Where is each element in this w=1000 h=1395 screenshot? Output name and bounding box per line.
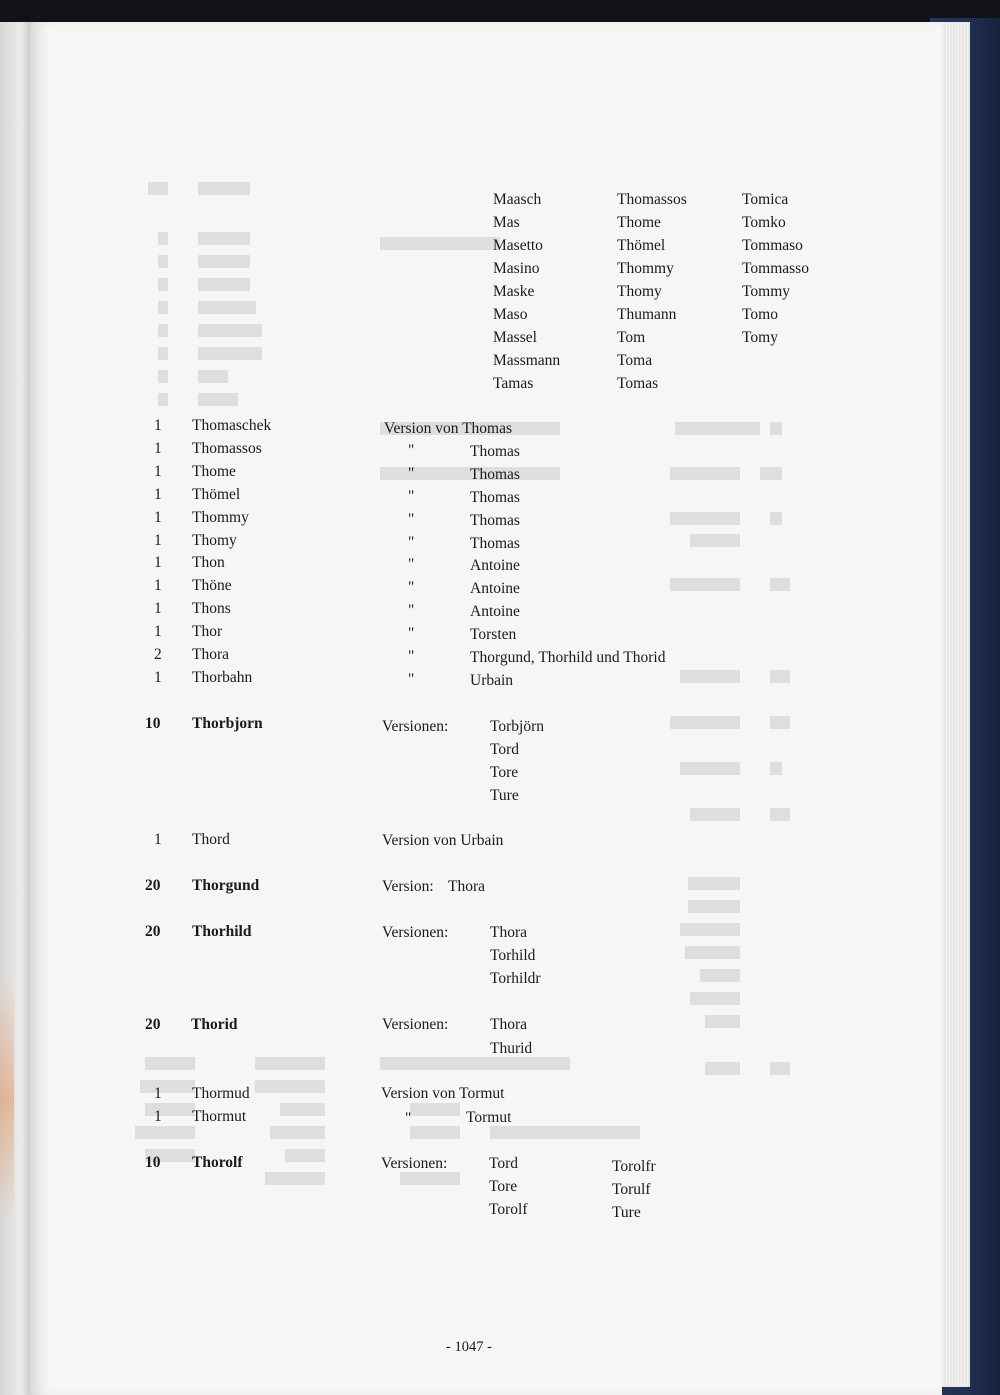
list-item: Thumann bbox=[617, 306, 677, 323]
list-item: Thomassos bbox=[617, 191, 687, 208]
version-item: Torulf bbox=[612, 1181, 651, 1198]
version-item: Thora bbox=[490, 1016, 528, 1033]
ditto-mark: " bbox=[408, 511, 415, 528]
entry-count: 1 bbox=[154, 440, 162, 457]
list-item: Thome bbox=[617, 214, 661, 231]
version-item: Tore bbox=[490, 764, 519, 781]
list-item: Tommasso bbox=[742, 260, 809, 277]
entry-count: 1 bbox=[154, 623, 162, 640]
page-stack-edges bbox=[942, 22, 970, 1387]
list-item: Toma bbox=[617, 352, 653, 369]
version-item: Tord bbox=[489, 1155, 519, 1172]
ditto-mark: " bbox=[408, 488, 415, 505]
list-item: Maske bbox=[493, 283, 535, 300]
ditto-mark: " bbox=[408, 625, 415, 642]
list-item: Maso bbox=[493, 306, 528, 323]
page-number: - 1047 - bbox=[446, 1339, 492, 1355]
entry-label: Versionen: bbox=[382, 718, 449, 735]
entry-count: 1 bbox=[154, 600, 162, 617]
list-item: Tomko bbox=[742, 214, 786, 231]
entry-target: Thorgund, Thorhild und Thorid bbox=[470, 649, 666, 666]
version-item: Torolf bbox=[489, 1201, 528, 1218]
list-item: Thömel bbox=[617, 237, 666, 254]
version-item: Ture bbox=[490, 787, 519, 804]
version-item: Torbjörn bbox=[490, 718, 545, 735]
ditto-mark: " bbox=[408, 534, 415, 551]
entry-target: Antoine bbox=[470, 603, 520, 620]
entry-count: 1 bbox=[154, 1108, 162, 1125]
entry-count: 1 bbox=[154, 532, 162, 549]
entry-count: 1 bbox=[154, 509, 162, 526]
ditto-mark: " bbox=[408, 579, 415, 596]
entry-name: Thorgund bbox=[192, 877, 260, 894]
entry-version: Version von Thomas bbox=[384, 420, 513, 437]
list-item: Tomo bbox=[742, 306, 778, 323]
entry-count: 20 bbox=[145, 877, 161, 894]
entry-name: Thons bbox=[192, 600, 231, 617]
version-item: Torhild bbox=[490, 947, 536, 964]
entry-name: Thormud bbox=[192, 1085, 250, 1102]
list-item: Tomica bbox=[742, 191, 789, 208]
entry-name: Thöne bbox=[192, 577, 232, 594]
entry-count: 10 bbox=[145, 1154, 161, 1171]
entry-label: Versionen: bbox=[382, 924, 449, 941]
list-item: Tamas bbox=[493, 375, 534, 392]
entry-count: 1 bbox=[154, 669, 162, 686]
entry-count: 20 bbox=[145, 1016, 161, 1033]
facing-page-tint bbox=[0, 980, 14, 1220]
entry-label: Version: bbox=[382, 878, 434, 895]
entry-name: Thorbahn bbox=[192, 669, 253, 686]
entry-name: Thormut bbox=[192, 1108, 247, 1125]
bleed-through-texture bbox=[30, 22, 942, 1395]
entry-target: Urbain bbox=[470, 672, 514, 689]
ditto-mark: " bbox=[408, 602, 415, 619]
entry-target: Antoine bbox=[470, 580, 520, 597]
list-item: Tommaso bbox=[742, 237, 803, 254]
entry-name: Thor bbox=[192, 623, 223, 640]
list-item: Tomy bbox=[742, 329, 778, 346]
entry-name: Thomy bbox=[192, 532, 237, 549]
entry-name: Thomassos bbox=[192, 440, 262, 457]
list-item: Massmann bbox=[493, 352, 561, 369]
version-item: Ture bbox=[612, 1204, 641, 1221]
list-item: Tommy bbox=[742, 283, 790, 300]
ditto-mark: " bbox=[408, 442, 415, 459]
list-item: Maasch bbox=[493, 191, 542, 208]
entry-target: Thomas bbox=[470, 466, 520, 483]
entry-name: Thorbjorn bbox=[192, 715, 263, 732]
entry-label: Versionen: bbox=[381, 1155, 448, 1172]
ditto-mark: " bbox=[408, 648, 415, 665]
list-item: Tomas bbox=[617, 375, 659, 392]
version-item: Thora bbox=[490, 924, 528, 941]
entry-target: Thomas bbox=[470, 443, 520, 460]
entry-name: Thömel bbox=[192, 486, 241, 503]
entry-target: Torsten bbox=[470, 626, 517, 643]
entry-count: 1 bbox=[154, 463, 162, 480]
version-item: Thurid bbox=[490, 1040, 533, 1057]
version-item: Thora bbox=[448, 878, 486, 895]
version-item: Torolfr bbox=[612, 1158, 656, 1175]
list-item: Mas bbox=[493, 214, 520, 231]
entry-target: Thomas bbox=[470, 535, 520, 552]
book-page bbox=[30, 22, 942, 1395]
bleed-through bbox=[30, 22, 942, 1395]
entry-name: Thome bbox=[192, 463, 236, 480]
list-item: Massel bbox=[493, 329, 537, 346]
entry-name: Thord bbox=[192, 831, 230, 848]
entry-count: 2 bbox=[154, 646, 162, 663]
entry-count: 1 bbox=[154, 577, 162, 594]
ditto-mark: " bbox=[408, 671, 415, 688]
version-item: Torhildr bbox=[490, 970, 541, 987]
entry-name: Thommy bbox=[192, 509, 249, 526]
list-item: Thomy bbox=[617, 283, 662, 300]
ditto-mark: " bbox=[408, 465, 415, 482]
entry-count: 1 bbox=[154, 831, 162, 848]
version-item: Tore bbox=[489, 1178, 518, 1195]
entry-version: Version von Urbain bbox=[382, 832, 504, 849]
list-item: Tom bbox=[617, 329, 646, 346]
entry-name: Thorid bbox=[191, 1016, 238, 1033]
ditto-mark: " bbox=[408, 556, 415, 573]
entry-count: 1 bbox=[154, 1085, 162, 1102]
entry-version: Version von Tormut bbox=[381, 1085, 505, 1102]
entry-count: 10 bbox=[145, 715, 161, 732]
entry-name: Thomaschek bbox=[192, 417, 272, 434]
entry-count: 1 bbox=[154, 486, 162, 503]
entry-name: Thora bbox=[192, 646, 230, 663]
entry-label: Versionen: bbox=[382, 1016, 449, 1033]
entry-target: Thomas bbox=[470, 512, 520, 529]
entry-target: Thomas bbox=[470, 489, 520, 506]
ditto-mark: " bbox=[405, 1110, 412, 1127]
entry-count: 1 bbox=[154, 417, 162, 434]
list-item: Masetto bbox=[493, 237, 543, 254]
list-item: Thommy bbox=[617, 260, 674, 277]
version-item: Tord bbox=[490, 741, 520, 758]
entry-count: 20 bbox=[145, 923, 161, 940]
entry-target: Tormut bbox=[466, 1109, 512, 1126]
entry-name: Thorhild bbox=[192, 923, 252, 940]
entry-name: Thon bbox=[192, 554, 225, 571]
entry-target: Antoine bbox=[470, 557, 520, 574]
entry-name: Thorolf bbox=[192, 1154, 243, 1171]
entry-count: 1 bbox=[154, 554, 162, 571]
list-item: Masino bbox=[493, 260, 540, 277]
